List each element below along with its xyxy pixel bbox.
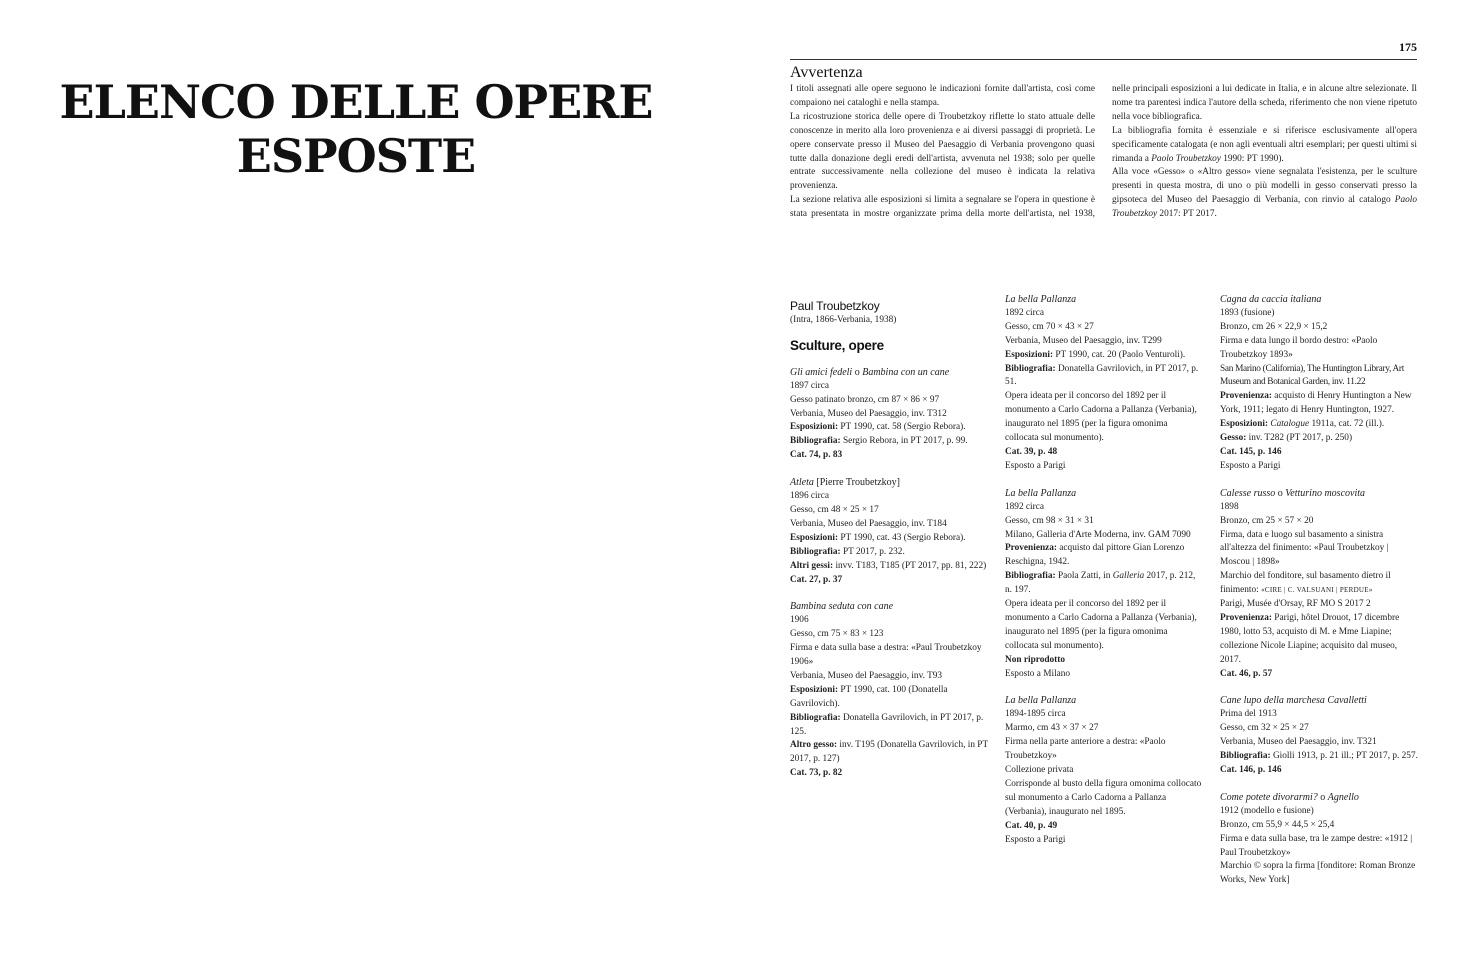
notice-paragraph: La sezione relativa alle esposizioni si limita a segnalare se l'opera in questione è stata presentata in mostre organizzate prima della morte dell'artista, nel 1938, nelle principali esposizioni a lui dedicate in Italia, e in alcune altre selezionate. Il nome tra parentesi indica l'autore della scheda, riferimento che non viene ripetuto nella voce bibliografica. <box>790 84 1417 220</box>
entry-exhibitions <box>790 421 988 435</box>
main-title-line-1: ELENCO DELLE OPERE <box>59 75 653 129</box>
value: 1911a, cat. 72 (ill.). <box>1309 419 1385 430</box>
entry-line: Gesso, cm 48 × 25 × 17 <box>790 504 879 515</box>
entry-bibliography <box>1005 363 1203 391</box>
label: Esposizioni: <box>1220 419 1269 430</box>
label: Provenienza: <box>1220 612 1272 623</box>
value: invv. T183, T185 (PT 2017, pp. 81, 222) <box>833 560 987 571</box>
entry-cat-ref: Cat. 74, p. 83 <box>790 450 843 461</box>
label: Provenienza: <box>1005 543 1057 554</box>
entry-title-italic: La bella Pallanza <box>1005 294 1077 305</box>
label: Gesso: <box>1220 433 1247 444</box>
catalogue-entry <box>1220 791 1418 888</box>
notice-paragraph: I titoli assegnati alle opere seguono le indicazioni fornite dall'artista, così come compaiono nei cataloghi e nella stampa. <box>790 84 1095 108</box>
label: Bibliografia: <box>790 712 841 723</box>
entry-line: San Marino (California), The Huntington Library, Art Museum and Botanical Garden, inv. 11.22 <box>1220 363 1404 388</box>
entry-title <box>790 366 988 380</box>
entry-title-italic: Gli amici fedeli <box>790 366 853 378</box>
catalogue-entry <box>1220 487 1418 682</box>
notice-text: 2017: PT 2017. <box>1157 209 1217 220</box>
entry-line: Corrisponde al busto della figura omonima collocato sul monumento a Carlo Cadorna a Pallanza (Verbania), inaugurato nel 1895. <box>1005 778 1202 817</box>
main-title <box>40 75 672 183</box>
value: Marchio del fonditore, sul basamento dietro il finimento: <box>1220 571 1391 596</box>
label: Bibliografia: <box>1005 571 1056 582</box>
entry-line: 1898 <box>1220 501 1239 512</box>
entry-exhibited: Esposto a Milano <box>1005 668 1071 679</box>
entry-line: Firma e data sulla base a destra: «Paul Troubetzkoy 1906» <box>790 643 982 668</box>
entry-line: Parigi, Musée d'Orsay, RF MO S 2017 2 <box>1220 599 1371 610</box>
entry-line: 1897 circa <box>790 380 829 391</box>
notice-body <box>790 83 1417 235</box>
catalogue-entry <box>790 366 988 463</box>
entry-line: 1893 (fusione) <box>1220 307 1275 318</box>
catalogue-column-3 <box>1220 293 1418 901</box>
entry-line: 1892 circa <box>1005 307 1044 318</box>
value: 2017, p. 212, n. 197. <box>1005 571 1196 596</box>
entry-line: Collezione privata <box>1005 765 1074 775</box>
label: Provenienza: <box>1220 391 1272 402</box>
label: Altro gesso: <box>790 740 838 751</box>
value-italic: Galleria <box>1112 571 1145 582</box>
entry-line: 1896 circa <box>790 491 829 502</box>
value: Sergio Rebora, in PT 2017, p. 99. <box>840 436 968 447</box>
label: Bibliografia: <box>1005 363 1056 374</box>
entry-line: Firma, data e luogo sul basamento a sinistra all'altezza del finimento: «Paul Troubetzkoy | Moscou | 1898» <box>1220 529 1389 568</box>
entry-line: Verbania, Museo del Paesaggio, inv. T93 <box>790 670 943 681</box>
entry-cat-ref: Cat. 46, p. 57 <box>1220 668 1273 679</box>
entry-title-italic: Atleta <box>790 477 814 489</box>
entry-line: 1894-1895 circa <box>1005 709 1066 720</box>
notice-title: Avvertenza <box>790 64 863 81</box>
value-italic: Catalogue <box>1270 419 1310 430</box>
entry-bibliography <box>790 435 988 449</box>
value: PT 1990, cat. 58 (Sergio Rebora). <box>838 422 966 433</box>
entry-cat-ref: Cat. 145, p. 146 <box>1220 446 1282 457</box>
entry-line: Bronzo, cm 26 × 22,9 × 15,2 <box>1220 321 1328 332</box>
entry-note: Opera ideata per il concorso del 1892 per il monumento a Carlo Cadorna a Pallanza (Verbania), inaugurato nel 1895 (per la figura omonima collocata sul monumento). <box>1005 599 1197 651</box>
entry-other-cast <box>790 739 988 767</box>
entry-line: 1892 circa <box>1005 501 1044 512</box>
entry-plaster <box>1220 432 1418 446</box>
artist-dates: (Intra, 1866-Verbania, 1938) <box>790 315 897 325</box>
artist-name: Paul Troubetzkoy <box>790 299 880 313</box>
page-number: 175 <box>1399 40 1417 54</box>
entry-title-conj: o <box>1275 487 1286 499</box>
entry-line: Gesso, cm 32 × 25 × 27 <box>1220 723 1309 734</box>
notice-paragraph <box>1112 166 1417 222</box>
value: Donatella Gavrilovich, in PT 2017, p. 51. <box>1005 363 1199 388</box>
entry-exhibited: Esposto a Parigi <box>1220 460 1281 471</box>
entry-title-italic: Vetturino moscovita <box>1285 487 1366 499</box>
entry-title-italic: La bella Pallanza <box>1005 487 1077 499</box>
value: Donatella Gavrilovich, in PT 2017, p. 125. <box>790 712 984 737</box>
entry-cat-ref: Cat. 39, p. 48 <box>1005 446 1058 457</box>
entry-provenance <box>1220 612 1418 668</box>
entry-line: Bronzo, cm 25 × 57 × 20 <box>1220 515 1314 526</box>
entry-title-italic: Calesse russo <box>1220 487 1276 499</box>
entry-line: Marmo, cm 43 × 37 × 27 <box>1005 723 1099 734</box>
entry-title <box>1220 694 1418 708</box>
value: PT 1990, cat. 20 (Paolo Venturoli). <box>1053 349 1186 360</box>
label: Esposizioni: <box>790 422 839 433</box>
entry-title-italic: La bella Pallanza <box>1005 695 1077 707</box>
catalogue-entry <box>1005 694 1203 847</box>
label: Esposizioni: <box>1005 349 1054 360</box>
entry-bibliography <box>1220 750 1418 764</box>
label: Bibliografia: <box>790 546 841 557</box>
right-page <box>729 0 1458 971</box>
entry-title-italic: Bambina seduta con cane <box>790 601 894 613</box>
value: acquisto di Henry Huntington a New York, 1911; legato di Henry Huntington, 1927. <box>1220 391 1412 416</box>
entry-exhibitions <box>1220 418 1418 432</box>
entry-exhibited: Esposto a Parigi <box>1005 460 1066 471</box>
main-title-line-2: ESPOSTE <box>236 129 476 183</box>
entry-line: Gesso, cm 98 × 31 × 31 <box>1005 515 1094 526</box>
entry-foundry-mark <box>1220 570 1418 598</box>
entry-cat-ref: Cat. 73, p. 82 <box>790 768 843 779</box>
catalogue-entry <box>1220 293 1418 474</box>
entry-cat-ref: Cat. 40, p. 49 <box>1005 820 1058 831</box>
notice-paragraph: La ricostruzione storica delle opere di Troubetzkoy riflette lo stato attuale delle conoscenze in merito alla loro provenienza e ai diversi passaggi di proprietà. Le opere conservate presso il Museo del Paesaggio di Verbania provengono quasi tutte dalla donazione degli eredi dell'artista, avvenuta nel 1938; solo per quelle entrate successivamente nella collezione del museo è indicata la relativa provenienza. <box>790 111 1095 192</box>
entry-cat-ref: Cat. 27, p. 37 <box>790 574 843 585</box>
value: PT 2017, p. 232. <box>840 546 905 557</box>
entry-line: Firma nella parte anteriore a destra: «Paolo Troubetzkoy» <box>1005 737 1166 762</box>
entry-line: Firma e data sulla base, tra le zampe destre: «1912 | Paul Troubetzkoy» <box>1220 833 1413 858</box>
entry-title-italic: Cagna da caccia italiana <box>1220 294 1322 305</box>
notice-text: 1990: PT 1990). <box>1220 153 1284 164</box>
label: Altri gessi: <box>790 560 834 571</box>
entry-title <box>1220 791 1418 805</box>
entry-bibliography <box>790 546 988 560</box>
entry-line: Gesso, cm 75 × 83 × 123 <box>790 629 884 640</box>
catalogue-entry <box>1005 487 1203 682</box>
entry-line: Prima del 1913 <box>1220 709 1277 720</box>
entry-cat-ref: Cat. 146, p. 146 <box>1220 765 1282 775</box>
entry-exhibitions <box>790 684 988 712</box>
notice-text: La bibliografia fornita è essenziale e si riferisce esclusivamente all'opera specificamente catalogata (e non agli eventuali altri esemplari; per questi ultimi si rimanda a <box>1112 125 1417 164</box>
entry-line: Bronzo, cm 55,9 × 44,5 × 25,4 <box>1220 819 1335 830</box>
value: Parigi, hôtel Drouot, 17 dicembre 1980, lotto 53, acquisto di M. e Mme Liapine; collezione Nicole Liapine; acquisito dal museo, 2017. <box>1220 612 1400 665</box>
catalogue-column-1 <box>790 299 988 794</box>
entry-title-rest: [Pierre Troubetzkoy] <box>813 477 900 489</box>
catalogue-entry <box>1005 293 1203 474</box>
entry-provenance <box>1005 542 1203 570</box>
entry-title <box>1220 293 1418 307</box>
header-rule <box>790 59 1417 60</box>
entry-line: Verbania, Museo del Paesaggio, inv. T299 <box>1005 335 1162 346</box>
entry-line: Verbania, Museo del Paesaggio, inv. T321 <box>1220 737 1377 748</box>
section-title: Sculture, opere <box>790 337 884 353</box>
entry-title <box>1005 487 1203 501</box>
entry-line: Firma e data lungo il bordo destro: «Paolo Troubetzkoy 1893» <box>1220 335 1378 360</box>
value: acquisto dal pittore Gian Lorenzo Reschigna, 1942. <box>1005 543 1185 568</box>
entry-line: Marchio © sopra la firma [fonditore: Roman Bronze Works, New York] <box>1220 861 1416 886</box>
entry-line: Gesso patinato bronzo, cm 87 × 86 × 97 <box>790 394 940 405</box>
entry-provenance <box>1220 390 1418 418</box>
entry-title-conj: o <box>1317 791 1328 803</box>
entry-line: 1912 (modello e fusione) <box>1220 805 1314 816</box>
entry-line: Gesso, cm 70 × 43 × 27 <box>1005 321 1094 332</box>
entry-bibliography <box>1005 570 1203 598</box>
value: PT 1990, cat. 43 (Sergio Rebora). <box>838 532 966 543</box>
entry-exhibited: Esposto a Parigi <box>1005 834 1066 845</box>
notice-text: Alla voce «Gesso» o «Altro gesso» viene segnalata l'esistenza, per le sculture presenti in questa mostra, di uno o più modelli in gesso conservati presso la gipsoteca del Museo del Paesaggio di Verbania, con rinvio al catalogo <box>1112 167 1417 206</box>
notice-paragraph <box>1112 125 1417 167</box>
label: Bibliografia: <box>1220 751 1271 762</box>
entry-title-italic: Bambina con un cane <box>862 366 950 378</box>
value: Paola Zatti, in <box>1055 571 1113 582</box>
catalogue-entry <box>1220 694 1418 777</box>
entry-bibliography <box>790 712 988 740</box>
entry-other-casts <box>790 560 988 574</box>
entry-title <box>1005 293 1203 307</box>
label: Esposizioni: <box>790 532 839 543</box>
entry-not-reproduced: Non riprodotto <box>1005 654 1066 665</box>
catalogue-entry <box>790 600 988 781</box>
value: PT 1990, cat. 100 (Donatella Gavrilovich). <box>790 684 948 709</box>
entry-title <box>790 476 988 490</box>
value: inv. T282 (PT 2017, p. 250) <box>1246 433 1353 444</box>
entry-line: Milano, Galleria d'Arte Moderna, inv. GAM 7090 <box>1005 529 1191 540</box>
value: inv. T195 (Donatella Gavrilovich, in PT 2017, p. 127) <box>790 740 988 765</box>
value-smallcaps: «CIRE | C. VALSUANI | PERDUE» <box>1261 586 1373 595</box>
entry-line: Verbania, Museo del Paesaggio, inv. T312 <box>790 408 947 419</box>
entry-title-conj: o <box>852 366 863 378</box>
entry-title-italic: Cane lupo della marchesa Cavalletti <box>1220 695 1367 707</box>
catalogue-entry <box>790 476 988 587</box>
catalogue-columns <box>790 293 1430 933</box>
entry-title <box>1220 487 1418 501</box>
entry-title <box>1005 694 1203 708</box>
entry-title-italic: Agnello <box>1327 791 1359 803</box>
entry-title <box>790 600 988 614</box>
entry-title-italic: Come potete divorarmi? <box>1220 791 1318 803</box>
label: Esposizioni: <box>790 684 839 695</box>
label: Bibliografia: <box>790 436 841 447</box>
notice-italic: Paolo Troubetzkoy <box>1151 153 1221 164</box>
entry-line: Verbania, Museo del Paesaggio, inv. T184 <box>790 518 947 529</box>
entry-exhibitions <box>1005 349 1203 363</box>
entry-line: 1906 <box>790 615 809 626</box>
catalogue-column-2 <box>1005 293 1203 860</box>
entry-exhibitions <box>790 532 988 546</box>
value: Giolli 1913, p. 21 ill.; PT 2017, p. 257. <box>1270 751 1418 762</box>
notice-italic: Paolo Troubetzkoy <box>1112 195 1417 220</box>
entry-note: Opera ideata per il concorso del 1892 per il monumento a Carlo Cadorna a Pallanza (Verbania), inaugurato nel 1895 (per la figura omonima collocata sul monumento). <box>1005 391 1197 444</box>
